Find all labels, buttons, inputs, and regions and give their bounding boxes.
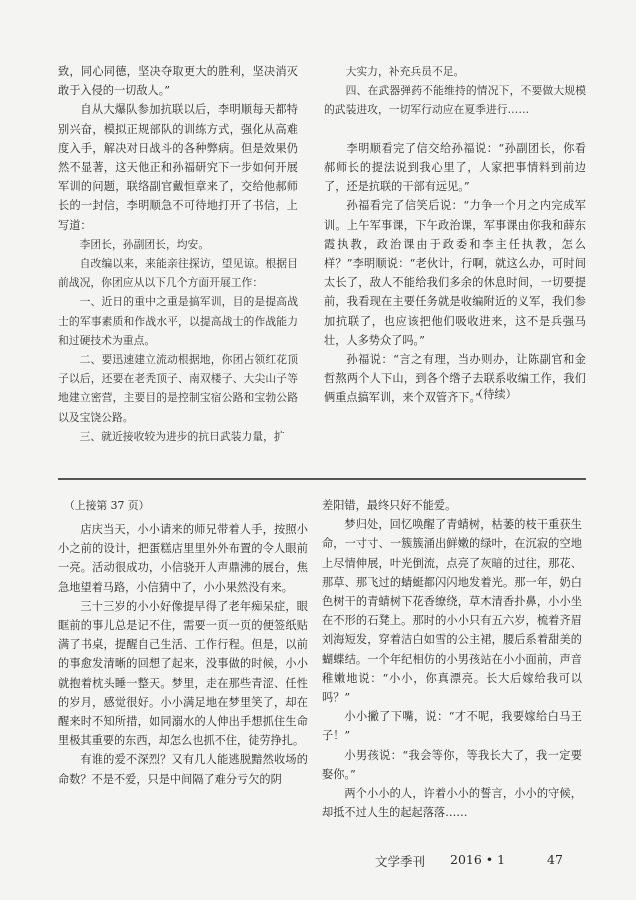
- paragraph: 梦归处，回忆唤醒了青蜻树，枯萎的枝干重获生命，一寸寸、一簇簇涌出鲜嫩的绿叶，在沉寂的空地上尽情伸展，叶光倒流，点亮了灰暗的过往，那花、那草、那飞过的蜻蜓都闪闪地发着光。那一年，奶白色树干的青蜻树下花香缭绕，草木清香扑鼻，小小坐在不形的石凳上。那时的小小只有五六岁，梳着齐眉刘海短发，穿着洁白如雪的公主裙，腰后系着甜美的蝴蝶结。一个年纪相仿的小男孩站在小小面前，声音稚嫩地说：“小小，你真漂亮。长大后嫁给我可以吗？”: [322, 518, 582, 705]
- continued-from-label: （上接第 37 页）: [64, 499, 150, 512]
- paragraph: 差阳错，最终只好不能爱。: [322, 499, 457, 512]
- to-be-continued-label: （待续）: [472, 388, 517, 401]
- paragraph: 四、在武器弹药不能维持的情况下，不要做大规模的武装进攻，一切军行动应在夏季进行……: [324, 84, 586, 117]
- paragraph: [324, 120, 586, 139]
- paragraph: 二、要迅速建立流动根据地，你团占领红花顶子以后，还要在老秃顶子、南双楼子、大尖山子等地建立密营，主要目的是控制宝宿公路和宝勃公路以及宝饶公路。: [58, 353, 298, 424]
- bottom-left-column: [58, 520, 308, 789]
- paragraph: 三、就近接收较为进步的抗日武装力量，扩: [79, 429, 285, 443]
- section-divider: [58, 478, 586, 480]
- paragraph: 孙福说：“言之有理，当办则办，让陈副官和金哲熬两个人下山，到各个绺子去联系收编工作，我们俩重点搞军训，来个双管齐下。”: [324, 353, 586, 405]
- paragraph: 李明顺看完了信交给孙福说：“孙副团长，你看郝师长的提法说到我心里了，人家把事情料到前边了，还是抗联的干部有远见。”: [324, 141, 586, 194]
- paragraph: 自从大爆队参加抗联以后，李明顺每天都特别兴奋，模拟正规部队的训练方式，强化从高难度入手，解决对日战斗的各种弊病。但是效果仍然不显著，这天他正和孙福研究下一步如何开展军训的问题，联络副官戴恒章来了，交给他郝师长的一封信，李明顺急不可待地打开了书信，上写道：: [58, 103, 298, 232]
- footer-issue: 2016 • 1: [450, 852, 506, 867]
- footer-page-number: 47: [547, 852, 563, 867]
- paragraph: 自改编以来，来能亲往探访，望见谅。根据目前战况，你团应从以下几个方面开展工作：: [58, 257, 298, 290]
- paragraph: 两个小小的人，许着小小的誓言，小小的守候，却抵不过人生的起起落落……: [322, 787, 582, 820]
- bottom-right-column: [322, 496, 582, 822]
- top-right-column: [324, 62, 586, 408]
- paragraph: 致，同心同德，坚决夺取更大的胜利，坚决消灭敢于入侵的一切敌人。”: [58, 65, 298, 98]
- top-left-column: [58, 62, 298, 446]
- paragraph: 三十三岁的小小好像提早得了老年痴呆症，眼眶前的事儿总是记不住，需要一页一页的便签纸贴满了书桌，提醒自己生活、工作行程。但是，以前的事愈发清晰的回想了起来，没事做的时候，小小就抱着枕头睡一整天。梦里，走在那些青涩、任性的岁月，感觉很好。小小满足地在梦里笑了，却在醒来时不知所措，如同溺水的人伸出手想抓住生命里极其重要的东西，却怎么也抓不住，徒劳挣扎。: [58, 599, 308, 748]
- paragraph: 孙福看完了信笑后说：“力争一个月之内完成军训。上午军事课，下午政治课，军事课由你我和薛东霞执教，政治课由于政委和李主任执教，怎么样？”李明顺说：“老伙计，行啊，就这么办，可时间太长了，敌人不能给我们多余的休息时间，一切要提前，我看现在主要任务就是收编附近的义军，我们参加抗联了，也应该把他们吸收进来，这不是兵强马壮，人多势众了吗。”: [324, 199, 586, 347]
- paragraph: 店庆当天，小小请来的师兄带着人手，按照小小之前的设计，把蛋糕店里里外外布置的令人眼前一亮。活动很成功，小信骁开人声鼎沸的展台，焦急地望着马路，小信猜中了，小小果然没有来。: [58, 523, 308, 594]
- paragraph: 大实力，补充兵员不足。: [345, 65, 465, 78]
- footer-magazine-name: 文学季刊: [375, 854, 426, 869]
- paragraph: 有谁的爱不深烈？又有几人能逃脱黯然收场的命数？不是不爱，只是中间隔了难分亏欠的阴: [58, 753, 308, 786]
- paragraph: 小男孩说：“我会等你，等我长大了，我一定要娶你。”: [322, 748, 582, 781]
- paragraph: 小小撇了下嘴，说：“才不呢，我要嫁给白马王子！”: [322, 710, 582, 743]
- paragraph: 一、近日的重中之重是搞军训，目的是提高战士的军事素质和作战水平，以提高战士的作战能力和过硬技术为重点。: [58, 295, 298, 347]
- paragraph: 李团长，孙副团长，均安。: [79, 237, 210, 251]
